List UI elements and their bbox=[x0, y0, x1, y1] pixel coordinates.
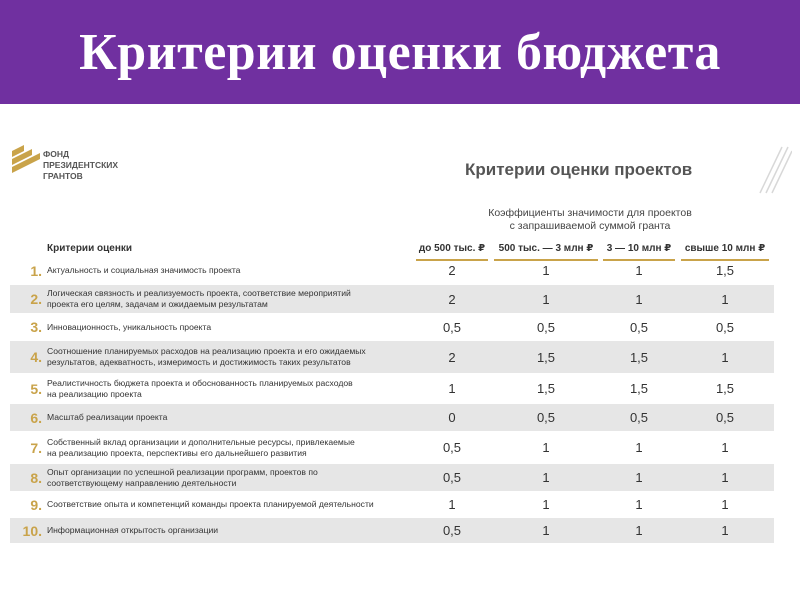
criterion-text-line: Опыт организации по успешной реализации программ, проектов по bbox=[47, 466, 318, 477]
coefficient-value: 1 bbox=[635, 263, 643, 278]
table-row bbox=[10, 258, 774, 283]
coefficient-value: 1 bbox=[542, 523, 550, 538]
coefficient-value: 1,5 bbox=[536, 349, 556, 365]
coefficient-value: 1 bbox=[635, 470, 643, 485]
criterion-text-line: Логическая связность и реализуемость проекта, соответствие мероприятий bbox=[47, 288, 351, 298]
logo-mark-icon bbox=[10, 145, 42, 179]
criterion-text bbox=[47, 437, 415, 459]
row-number: 8. bbox=[30, 469, 42, 486]
row-number: 5. bbox=[30, 380, 42, 397]
coefficient-value: 0,5 bbox=[536, 319, 556, 335]
criterion-text bbox=[47, 378, 415, 400]
page-title: Критерии оценки бюджета bbox=[79, 23, 721, 81]
column-header-3m-10m: 3 — 10 млн ₽ bbox=[603, 243, 675, 261]
fund-logo bbox=[10, 145, 160, 195]
row-number: 6. bbox=[30, 409, 42, 426]
table-row bbox=[10, 518, 774, 543]
coefficient-value: 1 bbox=[721, 291, 729, 307]
coefficient-value: 0 bbox=[448, 410, 456, 425]
coefficient-value: 1 bbox=[721, 497, 729, 512]
criterion-text-line: Инновационность, уникальность проекта bbox=[47, 321, 212, 332]
coefficient-value: 1 bbox=[542, 470, 550, 485]
column-header-up-to-500k: до 500 тыс. ₽ bbox=[416, 243, 488, 261]
logo-line: ГРАНТОВ bbox=[43, 171, 83, 181]
criterion-text bbox=[47, 467, 415, 489]
coefficient-value: 1 bbox=[721, 470, 729, 485]
row-number: 10. bbox=[22, 522, 42, 539]
row-number: 4. bbox=[30, 349, 42, 365]
coefficient-value: 1 bbox=[635, 440, 643, 455]
table-row bbox=[10, 464, 774, 491]
criterion-text-line: Актуальность и социальная значимость проекта bbox=[47, 265, 241, 275]
coefficient-value: 0,5 bbox=[442, 470, 462, 485]
coefficients-header-line: с запрашиваемой суммой гранта bbox=[509, 220, 671, 232]
table-row bbox=[10, 285, 774, 313]
criterion-text-line: Масштаб реализации проекта bbox=[47, 412, 168, 422]
table-row bbox=[10, 375, 774, 402]
row-number: 3. bbox=[30, 319, 42, 335]
coefficient-value: 2 bbox=[448, 349, 456, 365]
coefficient-value: 1 bbox=[635, 523, 643, 538]
coefficient-value: 2 bbox=[448, 291, 456, 307]
coefficient-value: 0,5 bbox=[715, 319, 735, 335]
title-banner bbox=[0, 0, 800, 104]
coefficient-value: 1 bbox=[542, 291, 550, 307]
criterion-text-line: результатов, адекватность, измеримость и достижимость таких результатов bbox=[47, 357, 351, 367]
criterion-text-line: соответствующему направлению деятельности bbox=[47, 477, 237, 488]
coefficient-value: 1,5 bbox=[715, 381, 735, 396]
table-row bbox=[10, 341, 774, 373]
coefficient-value: 0,5 bbox=[629, 319, 649, 335]
table-row bbox=[10, 433, 774, 462]
criterion-text bbox=[47, 322, 415, 333]
coefficients-header-line: Коэффициенты значимости для проектов bbox=[488, 207, 692, 219]
coefficient-value: 0,5 bbox=[715, 410, 735, 425]
coefficient-value: 1 bbox=[542, 263, 550, 278]
coefficient-value: 1 bbox=[635, 497, 643, 512]
logo-text bbox=[43, 149, 118, 182]
criterion-text-line: Соответствие опыта и компетенций команды проекта планируемой деятельности bbox=[47, 499, 374, 509]
criterion-text bbox=[47, 346, 415, 368]
criterion-text bbox=[47, 525, 415, 536]
criterion-text bbox=[47, 265, 415, 276]
coefficient-value: 1 bbox=[635, 291, 643, 307]
criteria-column-header: Критерии оценки bbox=[47, 243, 133, 254]
coefficient-value: 1,5 bbox=[629, 349, 649, 365]
row-number: 2. bbox=[30, 291, 42, 307]
logo-line: ФОНД bbox=[43, 149, 70, 159]
table-row bbox=[10, 493, 774, 516]
criterion-text bbox=[47, 288, 415, 310]
criterion-text-line: на реализацию проекта bbox=[47, 388, 142, 399]
criterion-text bbox=[47, 499, 415, 510]
coefficient-value: 1 bbox=[448, 497, 456, 512]
coefficient-value: 1 bbox=[542, 440, 550, 455]
coefficient-value: 1,5 bbox=[536, 381, 556, 396]
criterion-text-line: Информационная открытость организации bbox=[47, 525, 219, 535]
coefficient-value: 1,5 bbox=[715, 263, 735, 278]
column-header-500k-3m: 500 тыс. — 3 млн ₽ bbox=[494, 243, 598, 261]
table-row bbox=[10, 404, 774, 431]
decorative-stripes-icon bbox=[752, 145, 792, 195]
coefficient-value: 1 bbox=[721, 523, 729, 538]
criterion-text-line: Соотношение планируемых расходов на реализацию проекта и его ожидаемых bbox=[47, 346, 366, 356]
coefficients-header bbox=[470, 207, 710, 233]
slide-title: Критерии оценки проектов bbox=[465, 160, 693, 179]
criterion-text bbox=[47, 412, 415, 423]
row-number: 1. bbox=[30, 262, 42, 279]
criterion-text-line: Собственный вклад организации и дополнительные ресурсы, привлекаемые bbox=[47, 436, 355, 447]
coefficient-value: 1 bbox=[542, 497, 550, 512]
criterion-text-line: на реализацию проекта, перспективы его дальнейшего развития bbox=[47, 447, 307, 458]
row-number: 7. bbox=[30, 439, 42, 456]
coefficient-value: 0,5 bbox=[536, 410, 556, 425]
coefficient-value: 1 bbox=[448, 381, 456, 396]
row-number: 9. bbox=[30, 496, 42, 513]
coefficient-value: 1 bbox=[721, 440, 729, 455]
coefficient-value: 0,5 bbox=[442, 440, 462, 455]
criterion-text-line: проекта его целям, задачам и ожидаемым результатам bbox=[47, 299, 268, 309]
coefficient-value: 0,5 bbox=[442, 523, 462, 538]
coefficient-value: 0,5 bbox=[442, 319, 462, 335]
coefficient-value: 0,5 bbox=[629, 410, 649, 425]
table-row bbox=[10, 315, 774, 339]
logo-line: ПРЕЗИДЕНТСКИХ bbox=[43, 160, 119, 170]
coefficient-value: 1 bbox=[721, 349, 729, 365]
column-header-over-10m: свыше 10 млн ₽ bbox=[681, 243, 769, 261]
coefficient-value: 2 bbox=[448, 263, 456, 278]
criterion-text-line: Реалистичность бюджета проекта и обоснованность планируемых расходов bbox=[47, 377, 353, 388]
coefficient-value: 1,5 bbox=[629, 381, 649, 396]
